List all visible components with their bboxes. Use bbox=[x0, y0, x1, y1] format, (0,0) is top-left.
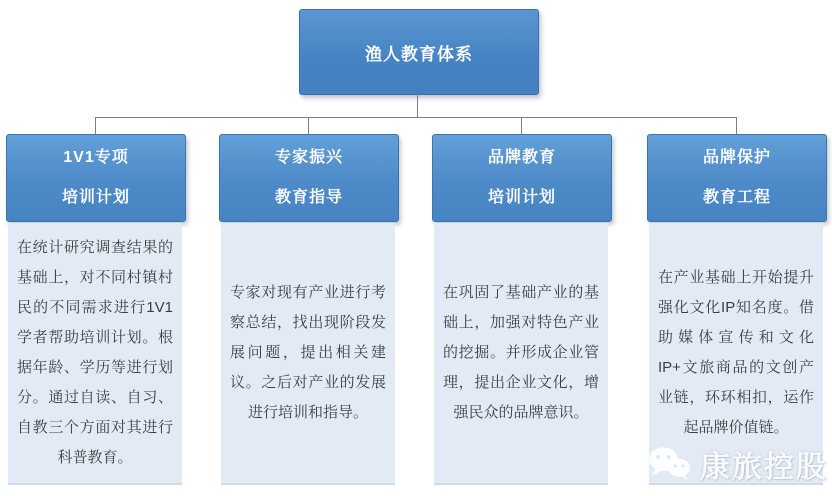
branch-title-line1: 品牌保护 bbox=[702, 149, 771, 166]
branch-body-text: 在巩固了基础产业的基础上，加强对特色产业的挖掘。并形成企业管理，提出企业文化，增强民众的品牌意识。 bbox=[443, 284, 599, 421]
connector-root-stem bbox=[417, 93, 418, 117]
branch-title-line2: 培训计划 bbox=[61, 189, 130, 206]
branch-body-text: 在产业基础上开始提升强化文化IP知名度。借助媒体宣传和文化IP+文旅商品的文创产业链，环环相扣，运作起品牌价值链。 bbox=[658, 269, 814, 436]
connector-drop-2 bbox=[308, 117, 309, 134]
connector-drop-4 bbox=[736, 117, 737, 134]
branch-title-line2: 教育工程 bbox=[702, 189, 771, 206]
connector-drop-1 bbox=[95, 117, 96, 134]
branch-title-line1: 1V1专项 bbox=[63, 149, 129, 166]
branch-body-1v1-training bbox=[8, 223, 182, 485]
branch-body-brand-education bbox=[434, 223, 608, 485]
branch-title-line1: 品牌教育 bbox=[487, 149, 556, 166]
branch-title-line2: 教育指导 bbox=[274, 189, 343, 206]
branch-body-expert-guidance bbox=[221, 223, 395, 485]
branch-header-brand-protection bbox=[647, 134, 827, 222]
branch-body-text: 专家对现有产业进行考察总结，找出现阶段发展问题，提出相关建议。之后对产业的发展进行培训和指导。 bbox=[230, 284, 386, 421]
branch-header-1v1-training bbox=[6, 134, 186, 222]
branch-title-line2: 培训计划 bbox=[487, 189, 556, 206]
root-node-title: 渔人教育体系 bbox=[365, 44, 473, 64]
branch-header-brand-education bbox=[432, 134, 612, 222]
watermark-text: 康旅控股 bbox=[700, 451, 828, 484]
connector-horizontal-bus bbox=[95, 117, 737, 118]
branch-header-expert-guidance bbox=[219, 134, 399, 222]
branch-title-line1: 专家振兴 bbox=[274, 149, 343, 166]
connector-drop-3 bbox=[521, 117, 522, 134]
root-node bbox=[299, 9, 539, 95]
branch-body-text: 在统计研究调查结果的基础上，对不同村镇村民的不同需求进行1V1学者帮助培训计划。根据年龄、学历等进行划分。通过自读、自习、自教三个方面对其进行科普教育。 bbox=[17, 239, 173, 466]
branch-body-brand-protection bbox=[649, 223, 823, 485]
